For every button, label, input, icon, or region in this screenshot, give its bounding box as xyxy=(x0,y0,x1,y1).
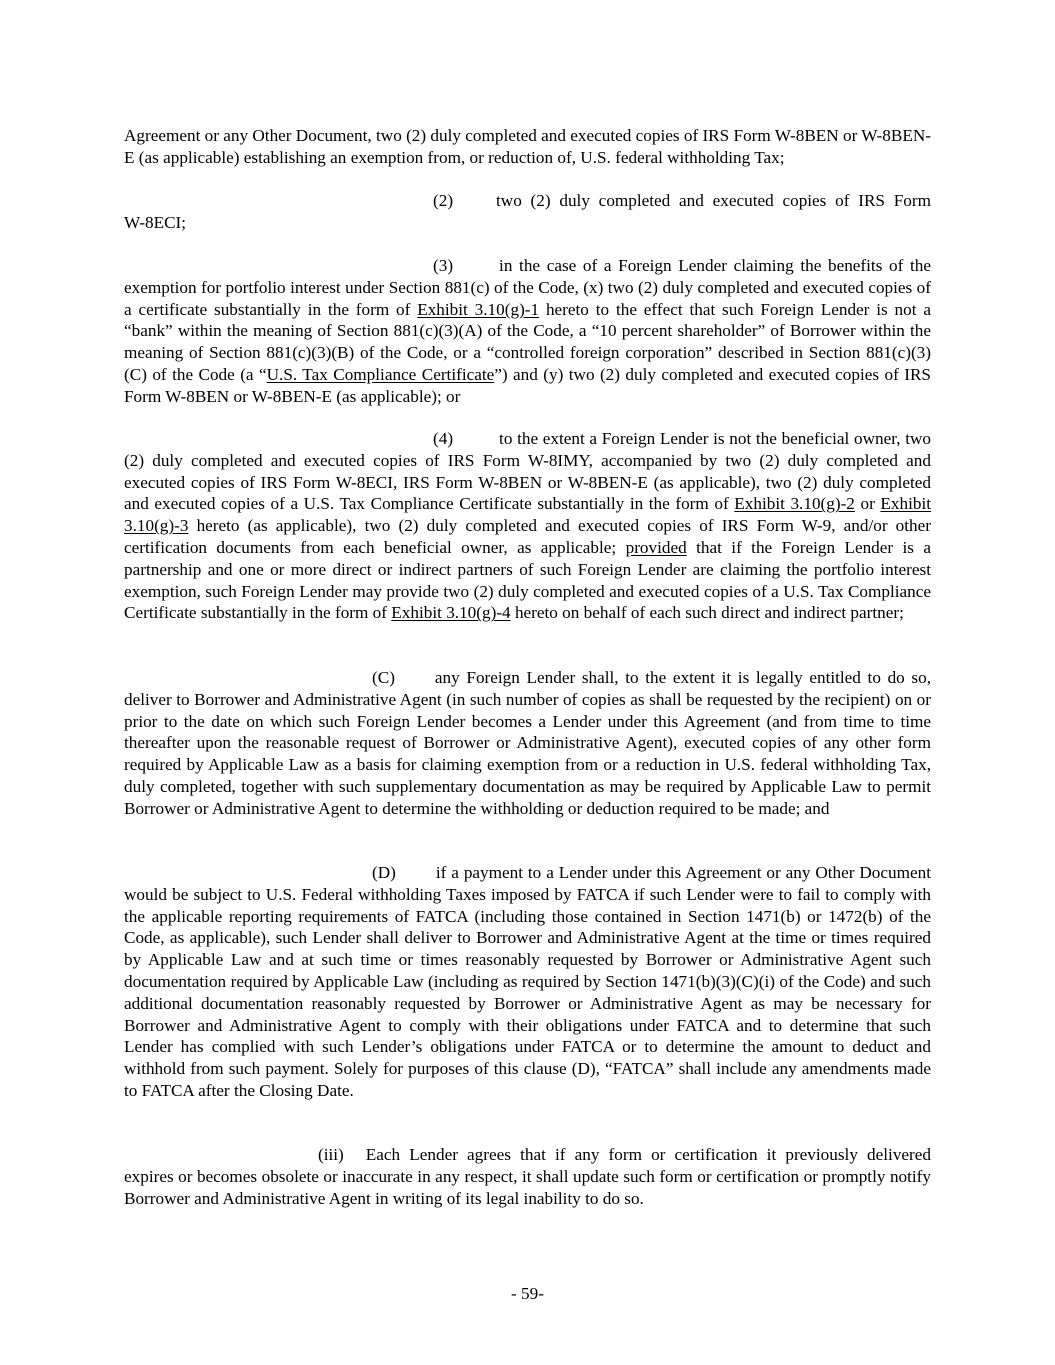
clause-text: hereto on behalf of each such direct and indirect partner; xyxy=(510,603,904,623)
clause-c-paragraph xyxy=(124,667,931,820)
clause-text: two (2) duly completed and executed copies of IRS Form xyxy=(496,191,931,210)
clause-text: in the case of a Foreign Lender claiming the benefits of the exemption for portfolio interest under Section 881(c) of the Code, (x) two (2) duly completed and executed copies of a certificate substantially in the form of xyxy=(124,256,931,319)
exhibit-reference: Exhibit 3.10(g)-3 xyxy=(124,494,932,536)
clause-text: or xyxy=(854,494,881,514)
clause-text: if a payment to a Lender under this Agreement or any Other Document would be subject to U.S. Federal withholding Taxes imposed by FATCA if such Lender were to fail to comply with the applicable reporting requirements of FATCA (including those contained in Section 1471(b) or 1472(b) of the Code, as applicable), such Lender shall deliver to Borrower and Administrative Agent at the time or times required by Applicable Law and at such time or times reasonably requested by Borrower or Administrative Agent such documentation required by Applicable Law (including as required by Section 1471(b)(3)(C)(i) of the Code) and such additional documentation reasonably requested by Borrower or Administrative Agent as may be necessary for Borrower and Administrative Agent to comply with their obligations under FATCA and to determine that such Lender has complied with such Lender’s obligations under FATCA or to determine the amount to deduct and withhold from such payment. Solely for purposes of this clause (D), “FATCA” shall include any amendments made to FATCA after the Closing Date. xyxy=(124,863,931,1100)
defined-term: U.S. Tax Compliance Certificate xyxy=(266,364,495,384)
clause-iii-paragraph xyxy=(124,1144,931,1209)
clause-text: Each Lender agrees that if any form or certification it previously delivered expires or becomes obsolete or inaccurate in any respect, it shall update such form or certification or promptly notify Borrower and Administrative Agent in writing of its legal inability to do so. xyxy=(124,1145,931,1208)
clause-text: W-8ECI; xyxy=(124,213,187,232)
proviso-term: provided xyxy=(625,537,687,557)
clause-2-first-line xyxy=(496,190,931,212)
exhibit-reference: Exhibit 3.10(g)-1 xyxy=(417,299,540,319)
clause-marker: (4) xyxy=(433,429,454,448)
clause-text: hereto to the effect that such Foreign Lender is not a “bank” within the meaning of Section 881(c)(3)(A) of the Code, a “10 percent shareholder” of Borrower within the meaning of Section 881(c)(3)(B) of the Code, or a “controlled foreign corporation” described in Section 881(c)(3)(C) of the Code (a “ xyxy=(124,299,931,384)
clause-marker: (3) xyxy=(433,256,454,275)
clause-text: that if the Foreign Lender is a partnership and one or more direct or indirect partners of such Foreign Lender are claiming the portfolio interest exemption, such Foreign Lender may provide two (2) duly completed and executed copies of a U.S. Tax Compliance Certificate substantially in the form of xyxy=(124,537,932,623)
clause-text: to the extent a Foreign Lender is not the beneficial owner, two (2) duly completed and executed copies of IRS Form W-8IMY, accompanied by two (2) duly completed and executed copies of IRS Form W-8ECI, IRS Form W-8BEN or W-8BEN-E (as applicable), two (2) duly completed and executed copies of a U.S. Tax Compliance Certificate substantially in the form of xyxy=(124,429,931,514)
clause-marker: (C) xyxy=(372,668,395,687)
clause-text: any Foreign Lender shall, to the extent it is legally entitled to do so, deliver to Borrower and Administrative Agent (in such number of copies as shall be requested by the recipient) on or prior to the date on which such Foreign Lender becomes a Lender under this Agreement (and from time to time thereafter upon the reasonable request of Borrower or Administrative Agent), executed copies of any other form required by Applicable Law as a basis for claiming exemption from or a reduction in U.S. federal withholding Tax, duly completed, together with such supplementary documentation as may be required by Applicable Law to permit Borrower or Administrative Agent to determine the withholding or deduction required to be made; and xyxy=(124,668,931,818)
clause-text: hereto (as applicable), two (2) duly completed and executed copies of IRS Form W-9, and/or other certification documents from each beneficial owner, as applicable; xyxy=(124,516,931,557)
clause-3-paragraph xyxy=(124,255,931,408)
clause-2-marker xyxy=(433,190,453,212)
page-number: - 59- xyxy=(511,1284,544,1303)
paragraph-continuation xyxy=(124,125,931,169)
clause-2-second-line xyxy=(124,212,186,234)
clause-marker: (iii) xyxy=(318,1145,344,1164)
exhibit-reference: Exhibit 3.10(g)-2 xyxy=(734,494,855,514)
clause-marker: (2) xyxy=(433,191,454,210)
exhibit-reference: Exhibit 3.10(g)-4 xyxy=(391,603,511,623)
clause-marker: (D) xyxy=(372,863,396,882)
clause-d-paragraph xyxy=(124,862,931,1102)
paragraph-text: Agreement or any Other Document, two (2) duly completed and executed copies of IRS Form W-8BEN or W-8BEN-E (as applicable) establishing an exemption from, or reduction of, U.S. federal withholding Tax; xyxy=(124,126,931,167)
clause-text: ”) and (y) two (2) duly completed and executed copies of IRS Form W-8BEN or W-8BEN-E (as applicable); or xyxy=(124,364,931,406)
clause-4-paragraph xyxy=(124,428,931,624)
